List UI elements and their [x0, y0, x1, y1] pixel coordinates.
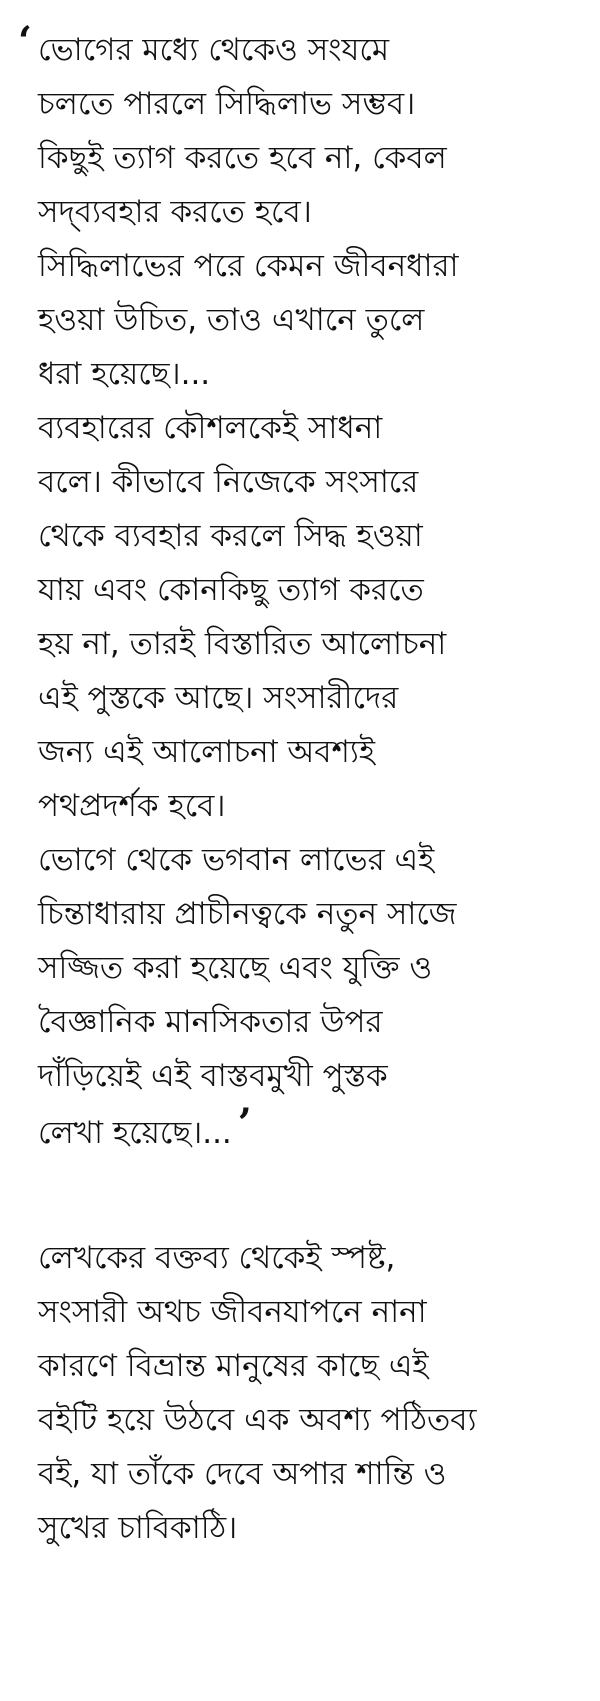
quote-line: বলে। কীভাবে নিজেকে সংসারে	[38, 464, 419, 500]
opening-quote-mark: ‘	[18, 18, 32, 65]
summary-line: সংসারী অথচ জীবনযাপনে নানা	[38, 1294, 427, 1330]
summary-line: বইটি হয়ে উঠবে এক অবশ্য পঠিতব্য	[38, 1402, 477, 1438]
summary-line: বই, যা তাঁকে দেবে অপার শান্তি ও	[38, 1456, 447, 1492]
quote-line: থেকে ব্যবহার করলে সিদ্ধ হওয়া	[38, 518, 423, 554]
summary-line: লেখকের বক্তব্য থেকেই স্পষ্ট,	[38, 1240, 396, 1276]
quote-line: সিদ্ধিলাভের পরে কেমন জীবনধারা	[38, 248, 459, 284]
quote-line: কিছুই ত্যাগ করতে হবে না, কেবল	[38, 140, 447, 176]
quote-line: চলতে পারলে সিদ্ধিলাভ সম্ভব।	[38, 86, 416, 122]
quote-line: সদ্‌ব্যবহার করতে হবে।	[38, 194, 312, 230]
quote-line: যায় এবং কোনকিছু ত্যাগ করতে	[38, 572, 424, 608]
summary-line: কারণে বিভ্রান্ত মানুষের কাছে এই	[38, 1348, 429, 1384]
quote-line: ভোগে থেকে ভগবান লাভের এই	[38, 842, 435, 878]
summary-line: সুখের চাবিকাঠি।	[38, 1510, 238, 1546]
quote-line: হয় না, তারই বিস্তারিত আলোচনা	[38, 626, 447, 662]
quote-line: চিন্তাধারায় প্রাচীনত্বকে নতুন সাজে	[38, 896, 457, 932]
quote-line: জন্য এই আলোচনা অবশ্যই	[38, 734, 375, 770]
quote-line: এই পুস্তকে আছে। সংসারীদের	[38, 680, 399, 716]
quote-line: ব্যবহারের কৌশলকেই সাধনা	[38, 410, 383, 446]
quote-line-text: লেখা হয়েছে।...	[38, 1115, 232, 1151]
quote-line: হওয়া উচিত, তাও এখানে তুলে	[38, 302, 425, 338]
quote-line: ভোগের মধ্যে থেকেও সংযমে	[38, 32, 390, 68]
quote-line: পথপ্রদর্শক হবে।	[38, 788, 226, 824]
quote-line: ধরা হয়েছে।...	[38, 356, 211, 392]
quote-last-line	[38, 1100, 590, 1155]
quote-line: সজ্জিত করা হয়েছে এবং যুক্তি ও	[38, 950, 433, 986]
closing-quote-mark: ’	[237, 1100, 252, 1147]
quote-line: দাঁড়িয়েই এই বাস্তবমুখী পুস্তক	[38, 1058, 388, 1094]
quote-line: বৈজ্ঞানিক মানসিকতার উপর	[38, 1004, 383, 1040]
